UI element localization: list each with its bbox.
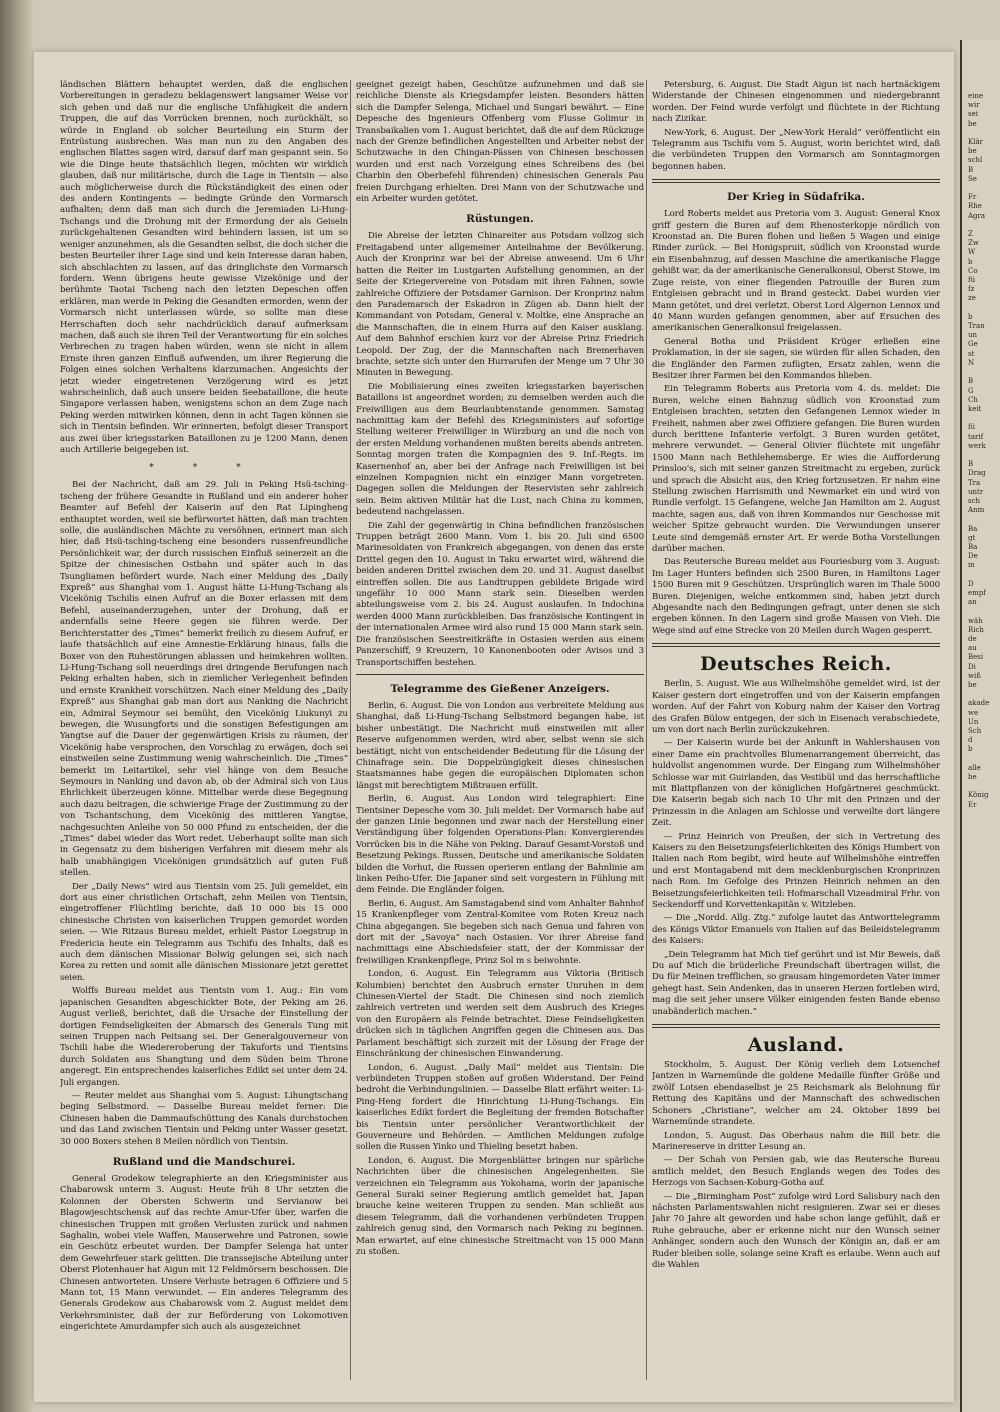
- article-paragraph: Die Zahl der gegenwärtig in China befindlichen französischen Truppen beträgt 2600 Mann. Vom 1. bis 20. Juli sind 6500 Marinesoldaten von Frankreich abgegangen, von denen das erste Drittel gegen den 10. August in Taku erwartet wird, während die beiden anderen Drittel zwischen dem 20. und 31. August daselbst eintreffen sollen. Die aus Landtruppen gebildete Brigade wird ungefähr 10 000 Mann stark sein. Dieselben werden abteilungsweise vom 2. bis 24. August auslaufen. In Indochina werden 4000 Mann zurückbleiben. Das französische Kontingent in der internationalen Armee wird also rund 15 000 Mann stark sein. Die französischen Seestreitkräfte in Ostasien werden aus einem Panzerschiff, 9 Kreuzern, 10 Kanonenbooten oder Avisos und 3 Transportschiffen bestehen.: [356, 520, 644, 668]
- article-paragraph: — Reuter meldet aus Shanghai vom 5. August: Lihungtschang beging Selbstmord. — Dasselbe Bureau meldet ferner: Die Chinesen haben die Dammaufschüttung des Kanals durchstochen und das Land zwischen Tientsin und Peking unter Wasser gesetzt. 30 000 Boxers stehen 8 Meilen nördlich von Tientsin.: [60, 1090, 348, 1147]
- article-paragraph: General Grodekow telegraphierte an den Kriegsminister aus Chabarowsk unterm 3. August: Heute früh 8 Uhr setzten die Kolonnen der Obersten Schwerin und Servianow bei Blagowjeschtschensk auf das rechte Amur-Ufer über, warfen die chinesischen Truppen mit großen Verlusten zurück und nahmen Saghalin, wobei viele Waffen, Mauserwehre und Patronen, sowie ein Geschütz erbeutet wurden. Der Dampfer Selenga hat unter dem Gewehrfeuer stark gelitten. Die transsejische Abteilung unter Oberst Plotenhauer hat Aigun mit 12 Feldmörsern beschossen. Die Chinesen antworteten. Unsere Verluste betragen 6 Offiziere und 5 Mann tot, 15 Mann verwundet. — Ein anderes Telegramm des Generals Grodekow aus Chabarowsk vom 2. August meldet dem Verkehrsminister, daß der zur Beförderung von Lokomotiven eingerichtete Amurdampfer sich auch als ausgezeichnet: [60, 1173, 348, 1333]
- heading-ausland: Ausland.: [747, 1034, 845, 1057]
- section-rule: [356, 674, 644, 675]
- heading-telegramme: Telegramme des Gießener Anzeigers.: [390, 682, 610, 695]
- telegram-paragraph: Berlin, 6. August. Am Samstagabend sind vom Anhalter Bahnhof 15 Krankenpfleger vom Zentral-Komitee vom Roten Kreuz nach China abgegangen. Sie begeben sich nach Genua und fahren von dort mit der „Savoya“ nach Ostasien. Vor ihrer Abreise fand nachmittags eine Abschiedsfeier statt, der der Kommissar der freiwilligen Krankenpflege, Prinz Sol m s beiwohnte.: [356, 898, 644, 966]
- article-paragraph: — Die „Birmingham Post“ zufolge wird Lord Salisbury nach den nächsten Parlamentswahlen nicht resignieren. Zwar sei er dieses Jahr 70 Jahre alt geworden und habe schon lange gefühlt, daß er Ruhe gebrauche, aber er erkenne nicht nur den Wunsch seiner Anhänger, sondern auch den Wunsch der Königin an, daß er am Ruder bleiben solle, solange seine Kraft es erlaube. Wenn auch auf die Wahlen: [652, 1191, 940, 1270]
- adjacent-page-fragment: [960, 40, 1000, 1412]
- article-paragraph: Die Mobilisierung eines zweiten kriegsstarken bayerischen Bataillons ist angeordnet worden; zu demselben werden auch die Freiwilligen aus dem Beurlaubtenstande genommen. Samstag nachmittag kam der Befehl des Kriegsministers auf sofortige Stellung weiterer Freiwilliger in Würzburg an und die noch von der ersten Meldung vorhandenen mußten bereits abends antreten. Sonntag morgen traten die Kompagnien des 9. Inf.-Regts. im Kasernenhof an, aber bei der Anfrage nach Freiwilligen ist bei einzelnen Kompagnien nicht ein einziger Mann vorgetreten. Dagegen sollen die Meldungen der Reservisten sehr zahlreich sein. Beim aktiven Militär hat die Lust, nach China zu kommen, bedeutend nachgelassen.: [356, 381, 644, 518]
- article-paragraph: Lord Roberts meldet aus Pretoria vom 3. August: General Knox griff gestern die Buren auf dem Rhenosterkopje nördlich von Kroonstad an. Die Buren flohen und ließen 5 Wagen und einige Rinder zurück. — Bei Honigspruit, südlich von Kroonstad wurde ein Eisenbahnzug, auf dessen Maschine die amerikanische Flagge gehißt war, da der amerikanische Generalkonsul, Oberst Stowe, im Zuge reiste, von einer fliegenden Patrouille der Buren zum Entgleisen gebracht und in Brand gesteckt. Dabei wurden vier Mann getötet, und drei verletzt. Oberst Lord Algernon Lennox und 40 Mann wurden gefangen genommen, aber auf Ersuchen des amerikanischen Generalkonsul freigelassen.: [652, 209, 940, 334]
- article-paragraph: — Die „Nordd. Allg. Ztg.“ zufolge lautet das Antworttelegramm des Königs Viktor Emanuels von Italien auf das Beileidstelegramm des Kaisers:: [652, 913, 940, 947]
- article-paragraph: Bei der Nachricht, daß am 29. Juli in Peking Hsü-tsching-tscheng der frühere Gesandte in Rußland und ein anderer hoher Beamter auf Befehl der Kaiserin auf den Rat Lipingheng enthauptet worden, weil sie befürwortet hätten, daß man trachten solle, die ausländischen Mächte zu versöhnen, erinnert man sich hier, daß Hsü-tsching-tscheng eine besonders russenfreundliche Persönlichkeit war, der durch russischen Einfluß seinerzeit an die Spitze der chinesischen Ostbahn und später auch in das Tsungliamen befördert wurde. Nach einer Meldung des „Daily Expreß“ aus Shanghai vom 1. August hätte Li-Hung-Tschang als Vicekönig Tschilis einen Aufruf an die Boxer erlassen mit dem Befehl, auseinanderzugehen, unter der Drohung, daß er andernfalls seine Heere gegen sie führen werde. Der Berichterstatter des „Times“ bemerkt freilich zu diesem Aufruf, er laufe thatsächlich auf eine Amnestie-Erklärung hinaus, falls die Boxer von den Ruhestörungen ablassen und heimkehren wollten. Li-Hung-Tschang soll neuerdings drei dringende Berufungen nach Peking erhalten haben, sich in ziemlicher Verlegenheit befinden und ernste Krankheit vorschützen. Nach einer Meldung des „Daily Expreß“ aus Shanghai gab man dort aus Nanking die Nachricht ein, Admiral Seymour sei bemüht, den Vicekönig Liukunyi zu bewegen, die Wusungforts und die sonstigen Befestigungen am Yangtse auf die Dauer der gegenwärtigen Krisis zu räumen, der Vicekönig habe versprochen, den Vorschlag zu erwägen, doch sei einstweilen seine Zustimmung wenig wahrscheinlich. Die „Times“ bemerkt im Leitartikel, sehr viel hänge von dem Besuche Seymours in Nanking und davon ab, ob der Admiral sich von Lius Ehrlichkeit überzeugen könne. Mittelbar werde diese Begegnung auch dazu beitragen, die schwierige Frage der Zustimmung zu der von Tschantschung, dem Vicekönig des mittleren Yangtse, nachgesuchten Anleihe von 50 000 Pfund zu entscheiden, der die „Times“ dabei wieder das Wort redet. Ueberhaupt sollte man sich in Gegensatz zu dem bisherigen Verfahren mit diesem mehr als halb unabhängigen Vicekönigen grundsätzlich auf guten Fuß stellen.: [60, 480, 348, 879]
- section-rule: [652, 643, 940, 647]
- telegram-paragraph: London, 6. August. „Daily Mail“ meldet aus Tientsin: Die verbündeten Truppen stoßen auf großen Widerstand. Der Feind bedroht die Verbindungslinien. — Dasselbe Blatt erfährt weiter: Li-Ping-Heng fordert die Hinrichtung Li-Hung-Tschangs. Ein kaiserliches Edikt fordert die Begleitung der fremden Botschafter bis Tientsin unter persönlicher Verantwortlichkeit der Gouverneure und Behörden. — Amtlichen Meldungen zufolge sollen die Russen Yinko und Thieling besetzt haben.: [356, 1062, 644, 1153]
- article-paragraph: General Botha und Präsident Krüger erließen eine Proklamation, in der sie sagen, sie würden für allen Schaden, den die Engländer den Farmen zufügten, Ersatz zahlen, wenn die Besitzer ihrer Farmen bei den Kommandos blieben.: [652, 336, 940, 381]
- heading-krieg-suedafrika: Der Krieg in Südafrika.: [727, 191, 865, 204]
- column-3: [652, 80, 940, 1380]
- article-paragraph: Ein Telegramm Roberts aus Pretoria vom 4. ds. meldet: Die Buren, welche einen Bahnzug südlich von Kroonstad zum Entgleisen brachten, setzten den Gefangenen Lennox wieder in Freiheit, nahmen aber zwei Offiziere gefangen. Die Buren wurden durch berittene Infanterie verfolgt. 3 Buren wurden getötet, mehrere verwundet. — General Olivier flüchtete mit ungefähr 1500 Mann nach Bethlehemsberge. Er wies die Aufforderung Prinsloo's, sich mit seiner ganzen Streitmacht zu ergeben, zurück und sprach die Absicht aus, den Krieg fortzusetzen. Er nahm eine Stellung zwischen Harrismith und Newmarket ein und wird von Rundle verfolgt. 15 Gefangene, welche Jan Hamilton am 2. August machte, sagen aus, daß von ihren Kommandos nur Geschosse mit weicher Spitze gebraucht wurden. Die Verwundungen unserer Leute sind demgemäß ernster Art. Er werde Botha Vorstellungen darüber machen.: [652, 384, 940, 555]
- telegram-paragraph: Berlin, 6. August. Die von London aus verbreitete Meldung aus Shanghai, daß Li-Hung-Tschang Selbstmord begangen habe, ist bisher unbestätigt. Die Nachricht muß einstweilen mit aller Reserve aufgenommen werden, wird aber, selbst wenn sie sich bestätigt, nicht von entscheidender Bedeutung für die Lösung der Chinafrage sein. Die Doppelzüngigkeit dieses chinesischen Staatsmannes habe gegen die europäischen Diplomaten schon längst mit berechtigtem Mißtrauen erfüllt.: [356, 700, 644, 791]
- page-binding-edge: [0, 0, 34, 1412]
- article-paragraph: Stockholm, 5. August. Der König verlieh dem Lotsenchef Jantzen in Warnemünde die goldene Medaille fünfter Größe und zwölf Lotsen ebendaselbst je 25 Reichsmark als Belohnung für Rettung des Kapitäns und der Mannschaft des schwedischen Schoners „Christiane“, welcher am 24. Oktober 1899 bei Warnemünde strandete.: [652, 1060, 940, 1128]
- column-rule: [350, 80, 351, 1380]
- column-1: [60, 80, 348, 1380]
- column-2: [356, 80, 644, 1380]
- section-separator: * * *: [149, 463, 259, 474]
- telegram-paragraph: London, 6. August. Ein Telegramm aus Viktoria (Britisch Kolumbien) berichtet den Ausbruch ernster Unruhen in dem Chinesen-Viertel der Stadt. Die Chinesen sind noch ziemlich zahlreich vertreten und werden seit dem Ausbruch des Krieges von den Europäern als Feinde betrachtet. Diese Feindseligkeiten drücken sich in täglichen Angriffen gegen die Chinesen aus. Das Parlament beschäftigt sich zurzeit mit der Lösung der Frage der Einschränkung der chinesischen Einwanderung.: [356, 969, 644, 1060]
- article-paragraph: Berlin, 5. August. Wie aus Wilhelmshöhe gemeldet wird, ist der Kaiser gestern dort eingetroffen und von der Kaiserin empfangen worden. Auf der Fahrt von Koburg nahm der Kaiser den Vortrag des Grafen Bülow entgegen, der sich in Eisenach verabschiedete, um von dort nach Berlin zurückzukehren.: [652, 679, 940, 735]
- article-paragraph: Wolffs Bureau meldet aus Tientsin vom 1. Aug.: Ein vom japanischen Gesandten abgeschickter Bote, der Peking am 26. August verließ, berichtet, daß die Ursache der Einstellung der dortigen Feindseligkeiten der Abmarsch des Generals Tung mit seinen Truppen nach Peitsang sei. Der Generalgouverneur von Tschili habe die Wiedereroberung der Takuforts und Tientsins durch Soldaten aus Shangtung und dem Süden beim Throne angeregt. Ein entsprechendes kaiserliches Edikt sei unter dem 24. Juli ergangen.: [60, 986, 348, 1088]
- telegram-paragraph: Petersburg, 6. August. Die Stadt Aigun ist nach hartnäckigem Widerstande der Chinesen eingenommen und niedergebrannt worden. Der Feind wurde verfolgt und flüchtete in der Richtung nach Zizikar.: [652, 80, 940, 125]
- telegram-paragraph: New-York, 6. August. Der „New-York Herald“ veröffentlicht ein Telegramm aus Tschifu vom 5. August, worin berichtet wird, daß die verbündeten Truppen den Vormarsch am Sonntagmorgen begonnen haben.: [652, 127, 940, 172]
- article-paragraph: Das Reutersche Bureau meldet aus Fouriesburg vom 3. August: Im Lager Hunters befinden sich 2500 Buren, in Hamiltons Lager 1500 Buren mit 9 Geschützen. Ursprünglich waren im Thale 5000 Buren. Diejenigen, welche entkommen sind, haben jetzt durch Abgesandte nach den Bedingungen gefragt, unter denen sie sich ergeben können. In den Lagern sind große Massen von Vieh. Die Wege sind auf eine Strecke von 20 Meilen durch Wagen gesperrt.: [652, 557, 940, 636]
- article-paragraph: ländischen Blättern behauptet werden, daß die englischen Vorbereitungen in geradezu beklagenswert langsamer Weise vor sich gehen und daß nur die englische Unfähigkeit die andern Truppen, die auf das Vorrücken brennen, noch zurückhält, so würde in England ob solcher Beurteilung ein Sturm der Entrüstung ausbrechen. Was man nun zu den Angaben des englischen Blattes sagen wird, darauf darf man gespannt sein. So wie die Dinge heute thatsächlich liegen, möchten wir wirklich glauben, daß nur militärische, durch die Lage in Tientsin — also auch möglicherweise durch die Rückständigkeit des einen oder des andern Kontingents — bedingte Gründe den Vormarsch aufhalten; denn daß man sich durch die Jeremiaden Li-Hung-Tschangs und die Drohung mit der Ermordung der als Geiseln zurückgehaltenen Gesandten wird behindern lassen, ist um so weniger anzunehmen, als die Gesandten selbst, die doch sicher die besten Beurteiler ihrer Lage sind und kein Interesse daran haben, sich abschlachten zu lassen, auf das dringlichste den Vormarsch fordern. Wenn übrigens heute gewisse Vizekönige und der berühmte Taotai Tscheng nach den letzten Depeschen offen erklären, man werde in Peking die Gesandten ermorden, wenn der Vormarsch nicht unterlassen würde, so sollte man diese Herrschaften doch sehr nachdrücklich darauf aufmerksam machen, daß auch sie ihren Teil der Verantwortung für ein solches Verbrechen zu tragen haben würden, wenn sie nicht in allem Ernste ihren ganzen Einfluß aufwenden, um ihrer Regierung die Folgen eines solchen Verhaltens klarzumachen. Angesichts der jetzt wieder eingetretenen Verzögerung wird es jetzt wahrscheinlich, daß auch unsere beiden Seebataillone, die heute Singapore verlassen haben, wenigstens schon an dem Zuge nach Peking werden mitwirken können, denn in acht Tagen können sie sich in Tientsin befinden. Wir erinnerten, befolgt dieser Transport aus zwei über kriegsstarken Bataillonen zu je 1200 Mann, denen auch Artillerie beigegeben ist.: [60, 80, 348, 455]
- article-paragraph: Die Abreise der letzten Chinareiter aus Potsdam vollzog sich Freitagabend unter allgemeiner Anteilnahme der Bevölkerung. Auch der Kronprinz war bei der Abreise anwesend. Um 6 Uhr hatten die Reiter im Lustgarten Aufstellung genommen, an der Seite der Kriegervereine von Potsdam mit ihren Fahnen, sowie zahlreiche Offiziere der Potsdamer Garnison. Der Kronprinz nahm den Parademarsch der Eskadron in Zügen ab. Dann hielt der Kommandant von Potsdam, General v. Moltke, eine Ansprache an die Mannschaften, die in einem Hurra auf den Kaiser ausklang. Auf dem Bahnhof erschien kurz vor der Abreise Prinz Friedrich Leopold. Der Zug, der die Mannschaften nach Bremerhaven brachte, setzte sich unter den Hurrarufen der Menge um 7 Uhr 30 Minuten in Bewegung.: [356, 231, 644, 379]
- heading-ruestungen: Rüstungen.: [466, 213, 534, 226]
- adjacent-page-text: eine wir sei be Klär be schl B Se Fr Rhe Agra Z Zw W b Co fü fz ze b Tran un Ge st N B G Ch keit fü tarif werk B Drag Tra untr sch Anm Ba gt Ba De m D empf an wäh Rich de au Besi Di wiß be akade we Un Sch d b alle be König Er: [968, 92, 990, 809]
- newspaper-page: [34, 52, 954, 1402]
- article-paragraph: — Der Kaiserin wurde bei der Ankunft in Wahlershausen von einer Dame ein prachtvolles Blumenarrangement überreicht, das huldvollst angenommen wurde. Der Eingang zum Wilhelmshöher Schlosse war mit Guirlanden, das Vestibül und das herrschaftliche mit Blattpflanzen von der königlichen Hofgärtnerei geschmückt. Die Kaiserin begab sich nach 10 Uhr mit den Prinzen und der Prinzessin in die Anlagen am Schlosse und verweilte dort längere Zeit.: [652, 738, 940, 829]
- article-paragraph: geeignet gezeigt haben, Geschütze aufzunehmen und daß sie reichliche Dienste als Kriegsdampfer leisten. Besonders hätten sich die Dampfer Selenga, Michael und Sungari bewährt. — Eine Depesche des Ingenieurs Offenberg vom Flusse Golimur in Transbaikalien vom 1. August berichtet, daß die auf dem Rückzuge nach der Grenze befindlichen Angestellten und Arbeiter nebst der Schutzwache in den Chingan-Pässen von Chinesen beschossen wurden und erst nach Vorzeigung eines Schreibens des (bei Charbin den Oberbefehl führenden) chinesischen Generals Pau freien Durchgang erhielten. Drei Mann von der Schutzwache und ein Arbeiter wurden getötet.: [356, 80, 644, 205]
- column-rule: [646, 80, 647, 1380]
- section-rule: [652, 1024, 940, 1028]
- quoted-telegram: „Dein Telegramm hat Mich tief gerührt und ist Mir Beweis, daß Du auf Mich die brüderliche Freundschaft übertragen willst, die Du für Meinen trefflichen, so grausam hingemordeten Vater immer gehegt hast. Sein Andenken, das in unseren Herzen fortleben wird, mag die seit jeher unsere Völker einigenden festen Bande ebenso unabänderlich machen.“: [652, 949, 940, 1017]
- heading-deutsches-reich: Deutsches Reich.: [700, 653, 892, 676]
- heading-russland-mandschurei: Rußland und die Mandschurei.: [112, 1155, 296, 1168]
- telegram-paragraph: London, 6. August. Die Morgenblätter bringen nur spärliche Nachrichten über die chinesischen Angelegenheiten. Sie verzeichnen ein Telegramm aus Yokohama, worin der japanische General Suraki seiner Regierung amtlich gemeldet hat, Japan brauche keine weiteren Truppen zu senden. Man schließt aus diesem Telegramm, daß die vorhandenen verbündeten Truppen zahlreich genug sind, den Vormarsch nach Peking zu beginnen. Man erwartet, auf eine chinesische Streitmacht von 15 000 Mann zu stoßen.: [356, 1155, 644, 1257]
- section-rule: [652, 179, 940, 183]
- article-paragraph: — Der Schah von Persien gab, wie das Reutersche Bureau amtlich meldet, den Besuch Englands wegen des Todes des Herzogs von Sachsen-Koburg-Gotha auf.: [652, 1155, 940, 1189]
- article-paragraph: London, 5. August. Das Oberhaus nahm die Bill betr. die Marinereserve in dritter Lesung an.: [652, 1130, 940, 1152]
- article-paragraph: Der „Daily News“ wird aus Tientsin vom 25. Juli gemeldet, ein dort aus einer christlichen Ortschaft, zehn Meilen von Tientsin, eingetroffener Flüchtling berichte, daß 10 000 bis 15 000 chinesische Christen von kaiserlichen Truppen gemordet worden seien. — Wie Ritzaus Bureau meldet, erhielt Pastor Loegstrup in Fredericia heute ein Telegramm aus Tschifu des Inhalts, daß es auch dem dänischen Missionar Bolwig gelungen sei, sich nach Korea zu retten und somit alle dänischen Missionare jetzt gerettet seien.: [60, 881, 348, 983]
- telegram-paragraph: Berlin, 6. August. Aus London wird telegraphiert: Eine Tientsiner Depesche vom 30. Juli meldet: Der Vormarsch habe auf der ganzen Linie begonnen und zwar nach der Herstellung einer Verständigung über folgenden Operations-Plan: Konvergierendes Vorrücken bis in die Nähe von Peking. Darauf Gesamt-Vorstoß und Besetzung Pekings. Russen, Deutsche und amerikanische Soldaten bilden die Vorhut, die Russen operieren entlang der Bahnlinie am linken Peiho-Ufer. Die Japaner sind seit vorgestern in Fühlung mit dem Feinde. Die Engländer folgen.: [356, 794, 644, 896]
- article-paragraph: — Prinz Heinrich von Preußen, der sich in Vertretung des Kaisers zu den Beisetzungsfeierlichkeiten des Königs Humbert von Italien nach Rom begibt, wird heute auf Wilhelmshöhe eintreffen und erst Montagabend mit dem mecklenburgischen Kronprinzen nach Rom. Im Gefolge des Prinzen Heinrich nehmen an den Beisetzungsfeierlichkeiten teil: Hofmarschall Vizeadmiral Frhr. von Seckendorff und Korvettenkapitän v. Witzleben.: [652, 831, 940, 910]
